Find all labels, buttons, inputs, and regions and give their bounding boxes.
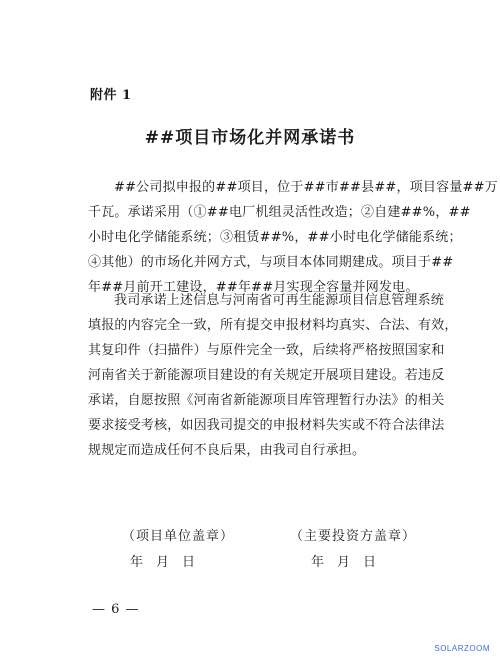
paragraph-line: 年##月前开工建设，##年##月实现全容量并网发电。 <box>88 280 419 295</box>
paragraph-line: 要求接受考核，如因我司提交的申报材料失实或不符合法律法 <box>88 418 445 433</box>
paragraph-line: 规规定而造成任何不良后果，由我司自行承担。 <box>88 443 366 458</box>
paragraph-line: 我司承诺上述信息与河南省可再生能源项目信息管理系统 <box>114 293 445 308</box>
watermark: SOLARZOOM <box>434 644 490 653</box>
paragraph-line: 河南省关于新能源项目建设的有关规定开展项目建设。若违反 <box>88 368 445 383</box>
paragraph-line: 承诺，自愿按照《河南省新能源项目库管理暂行办法》的相关 <box>88 393 445 408</box>
project-unit-date <box>130 551 196 570</box>
commitment-paragraph-1 <box>88 175 498 300</box>
investor-seal-label: （主要投资方盖章） <box>290 529 417 544</box>
document-title: ##项目市场化并网承诺书 <box>144 128 356 148</box>
paragraph-line: ##公司拟申报的##项目，位于##市##县##，项目容量##万 <box>114 180 498 195</box>
date-year: 年 <box>130 555 145 570</box>
attachment-label: 附件 1 <box>90 88 132 103</box>
page-number: — 6 — <box>92 602 140 617</box>
date-day: 日 <box>182 555 197 570</box>
paragraph-line: ④其他）的市场化并网方式，与项目本体同期建成。项目于## <box>88 255 454 270</box>
date-month: 月 <box>337 555 352 570</box>
date-month: 月 <box>156 555 171 570</box>
paragraph-line: 填报的内容完全一致，所有提交申报材料均真实、合法、有效， <box>88 318 458 333</box>
date-year: 年 <box>311 555 326 570</box>
paragraph-line: 千瓦。承诺采用（①##电厂机组灵活性改造；②自建##%，## <box>88 205 471 220</box>
project-unit-seal-label: （项目单位盖章） <box>122 529 235 544</box>
investor-date <box>311 551 377 570</box>
paragraph-line: 小时电化学储能系统；③租赁##%，##小时电化学储能系统； <box>88 230 462 245</box>
paragraph-line: 其复印件（扫描件）与原件完全一致，后续将严格按照国家和 <box>88 343 445 358</box>
date-day: 日 <box>363 555 378 570</box>
commitment-paragraph-2 <box>88 288 458 463</box>
